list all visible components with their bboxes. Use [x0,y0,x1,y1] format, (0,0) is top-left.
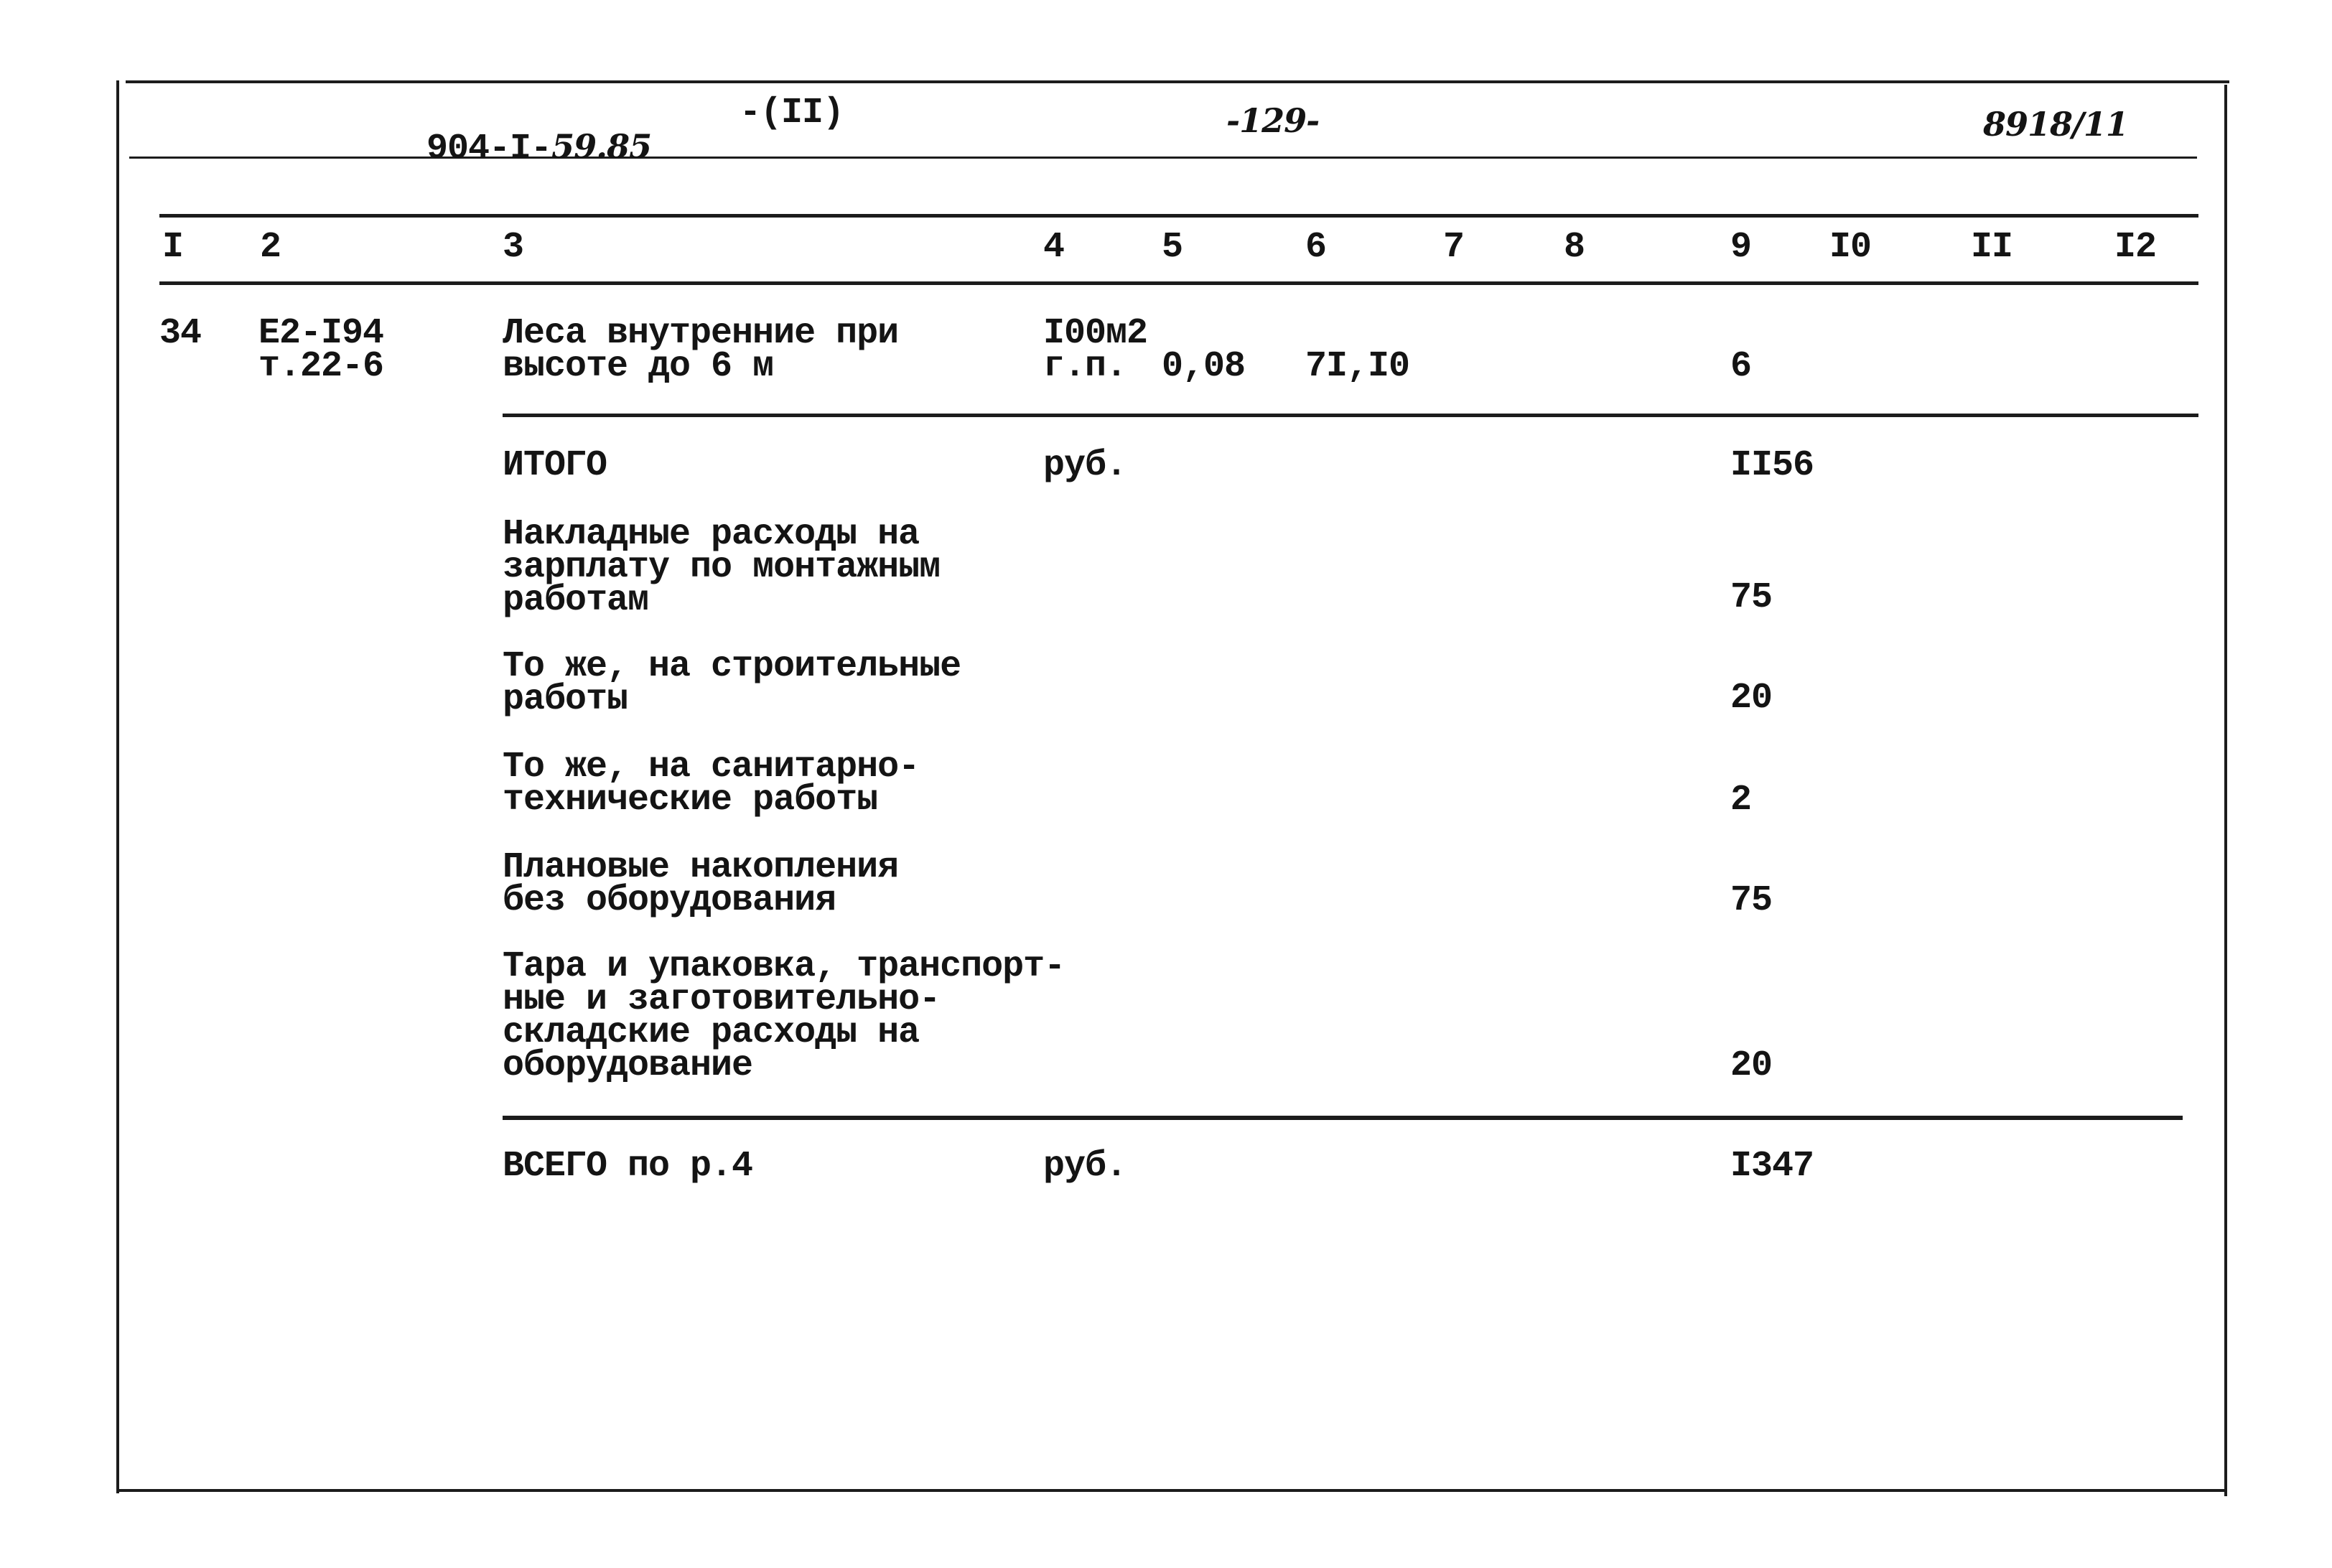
overhead-value: 75 [1730,880,1773,921]
overhead-text-line: зарплату по монтажным [503,547,941,588]
frame-left-line [116,80,119,1493]
overhead-text-line: То же, на строительные [503,646,961,687]
row-code-line: т.22-6 [258,346,384,387]
overhead-value: 20 [1730,1045,1773,1086]
column-number: I [162,227,184,268]
column-number: I0 [1829,227,1872,268]
frame-top-line [126,80,2229,83]
row-unit-line: I00м2 [1043,313,1148,354]
doc-code [343,97,651,199]
column-number: I2 [2114,227,2157,268]
column-header-top-line [159,214,2198,218]
overhead-text-line: Накладные расходы на [503,514,920,555]
column-number: 7 [1443,227,1465,268]
overhead-text-line: Тара и упаковка, транспорт- [503,946,1065,987]
doc-code-handwritten: 59.85 [551,127,652,166]
doc-code-printed: 904-I- [426,129,552,169]
row-description-line: Леса внутренние при [503,313,899,354]
column-number: 6 [1305,227,1327,268]
overhead-text-line: оборудование [503,1045,753,1086]
overhead-text-line: работы [503,679,628,720]
total-divider-line [503,1116,2183,1120]
overhead-text-line: ные и заготовительно- [503,979,941,1020]
column-number: 3 [503,227,524,268]
column-number: 4 [1043,227,1065,268]
overhead-text-line: технические работы [503,780,878,821]
row-unit-price: 7I,I0 [1305,346,1410,387]
frame-right-line [2224,85,2227,1496]
column-number: 8 [1564,227,1585,268]
column-header-bottom-line [159,281,2198,285]
itogo-label: ИТОГО [503,445,607,486]
frame-bottom-line [116,1489,2227,1492]
overhead-text-line: Плановые накопления [503,847,899,888]
overhead-value: 2 [1730,780,1752,821]
section-divider-line [503,414,2198,417]
overhead-text-line: работам [503,580,649,621]
column-number: 2 [260,227,281,268]
overhead-text-line: То же, на санитарно- [503,747,920,788]
page-number: -129- [1226,101,1320,140]
row-number: 34 [159,313,202,354]
row-unit-line: г.п. [1043,346,1127,387]
overhead-text-line: без оборудования [503,880,836,921]
overhead-value: 75 [1730,577,1773,618]
overhead-value: 20 [1730,678,1773,719]
vsego-value: I347 [1730,1146,1814,1187]
row-code-line: Е2-I94 [258,313,384,354]
row-total: 6 [1730,346,1752,387]
row-quantity: 0,08 [1162,346,1246,387]
part-label: -(II) [740,93,844,134]
column-number: 5 [1162,227,1183,268]
overhead-text-line: складские расходы на [503,1012,920,1053]
itogo-value: II56 [1730,445,1814,486]
column-number: 9 [1730,227,1752,268]
archive-mark: 8918/11 [1983,105,2128,144]
column-number: II [1971,227,2013,268]
itogo-unit: руб. [1043,445,1127,486]
row-description-line: высоте до 6 м [503,346,774,387]
vsego-label: ВСЕГО по р.4 [503,1146,753,1187]
vsego-unit: руб. [1043,1146,1127,1187]
